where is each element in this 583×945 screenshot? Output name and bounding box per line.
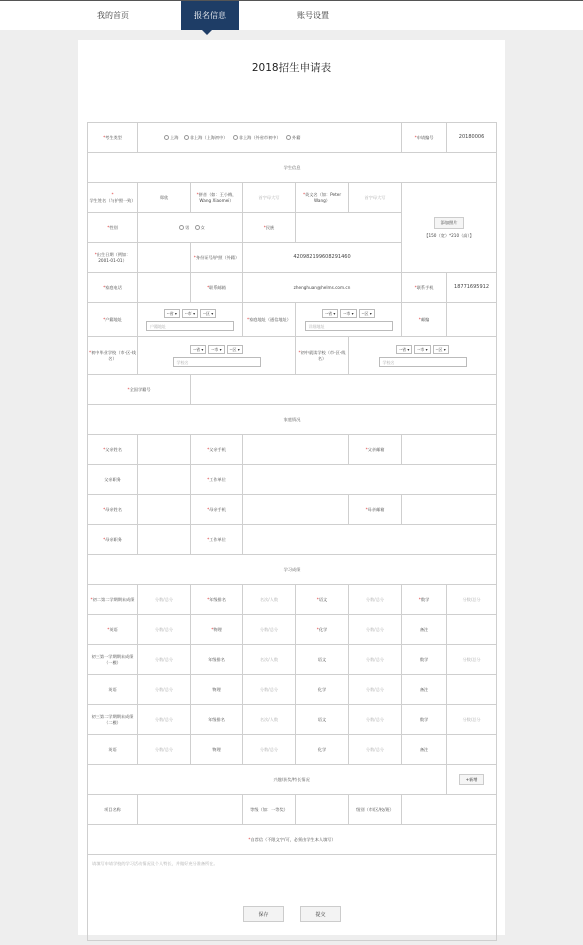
term2-chemistry-label: 化学: [296, 675, 349, 705]
home-address-input[interactable]: 详细地址: [305, 321, 393, 331]
add-activity-cell: [447, 765, 497, 795]
father-job-label: 父亲职务: [88, 465, 138, 495]
term2-chemistry-input[interactable]: 分数/总分: [349, 675, 402, 705]
section-activities: 兴趣/获奖/特长情况: [88, 765, 447, 795]
hukou-fields: [138, 303, 243, 337]
term3-english-label: 英语: [88, 735, 138, 765]
term2-chinese-label: 语文: [296, 645, 349, 675]
term3-physics-label: 物理: [191, 735, 243, 765]
district-select[interactable]: --区 ▾: [200, 309, 216, 318]
term2-english-label: 英语: [88, 675, 138, 705]
mother-job-label: *母亲职务: [88, 525, 138, 555]
nav-home[interactable]: 我的首页: [97, 11, 129, 20]
gender-label: *性别: [88, 213, 138, 243]
mobile-label: *联系手机: [402, 273, 447, 303]
project-name-input[interactable]: [138, 795, 243, 825]
save-button[interactable]: 保存: [243, 906, 284, 922]
term1-notes-label: 备注: [402, 615, 447, 645]
ethnic-input[interactable]: [296, 213, 402, 243]
student-no-label: *全国学籍号: [88, 375, 191, 405]
junior-school-fields: [138, 337, 296, 375]
junior-exam-school-input[interactable]: 学校名: [379, 357, 467, 367]
term1-chemistry-input[interactable]: 分数/总分: [349, 615, 402, 645]
postcode-label: *邮编: [402, 303, 447, 337]
email-label: *联系邮箱: [191, 273, 243, 303]
term3-chemistry-label: 化学: [296, 735, 349, 765]
term3-chemistry-input[interactable]: 分数/总分: [349, 735, 402, 765]
postcode-input[interactable]: [447, 303, 497, 337]
exam-option-label: 上海: [170, 134, 179, 140]
junior-exam-school-fields: [349, 337, 497, 375]
top-navigation: [0, 0, 583, 30]
province-select[interactable]: --省 ▾: [322, 309, 338, 318]
term1-english-label: *英语: [88, 615, 138, 645]
birth-input[interactable]: [138, 243, 191, 273]
radio-icon[interactable]: [184, 135, 189, 140]
province-select[interactable]: --省 ▾: [190, 345, 206, 354]
term2-math-input[interactable]: 分数/总分: [447, 645, 497, 675]
term3-total-input[interactable]: 分数/总分: [138, 705, 191, 735]
app-no-label: *申请编号: [402, 123, 447, 153]
term3-rank-label: 年级排名: [191, 705, 243, 735]
id-value[interactable]: 420982199608291460: [243, 243, 402, 273]
term3-notes-label: 备注: [402, 735, 447, 765]
mobile-value[interactable]: 18771695912: [447, 273, 497, 303]
gender-female-label: 女: [200, 224, 205, 230]
radio-icon[interactable]: [195, 225, 200, 230]
photo-size-hint: 【150（宽）*210（高）】: [424, 232, 474, 238]
pinyin-label: *拼音（如：王小梅，Wang Xiaomei）: [191, 183, 243, 213]
term3-notes-input[interactable]: [447, 735, 497, 765]
self-intro-textarea[interactable]: 请填写申请学校的学习活动情况及个人特长，并做好充分准备所在。: [88, 855, 497, 941]
english-name-input[interactable]: 首字母大写: [349, 183, 402, 213]
home-addr-label: *家庭地址（通信地址）: [243, 303, 296, 337]
student-no-input[interactable]: [191, 375, 497, 405]
photo-cell: [402, 183, 497, 273]
term2-notes-input[interactable]: [447, 675, 497, 705]
term1-label: *初二第二学期期末成绩: [88, 585, 138, 615]
nav-active-caret: [202, 30, 212, 35]
term1-math-label: *数学: [402, 585, 447, 615]
term1-chinese-input[interactable]: 分数/总分: [349, 585, 402, 615]
section-family-info: 家庭情况: [88, 405, 497, 435]
award-scope-input[interactable]: [402, 795, 497, 825]
term2-label: 初三第一学期期末成绩（一模）: [88, 645, 138, 675]
junior-exam-school-label: *初中就读学校（市-区-线名）: [296, 337, 349, 375]
gender-male-label: 男: [185, 224, 190, 230]
term2-rank-label: 年级排名: [191, 645, 243, 675]
district-select[interactable]: --区 ▾: [433, 345, 449, 354]
application-form: [78, 40, 505, 935]
term3-physics-input[interactable]: 分数/总分: [243, 735, 296, 765]
radio-icon[interactable]: [286, 135, 291, 140]
exam-type-label: *考生类型: [88, 123, 138, 153]
term1-math-input[interactable]: 分数/总分: [447, 585, 497, 615]
term2-rank-input[interactable]: 名次/人数: [243, 645, 296, 675]
mother-job-input[interactable]: [138, 525, 191, 555]
term1-total-input[interactable]: 分数/总分: [138, 585, 191, 615]
term1-physics-input[interactable]: 分数/总分: [243, 615, 296, 645]
award-level-label: 等级（如：一等奖）: [243, 795, 296, 825]
district-select[interactable]: --区 ▾: [359, 309, 375, 318]
mother-email-label: *母亲邮箱: [349, 495, 402, 525]
form-grid: [87, 122, 497, 941]
nav-signup-info[interactable]: 报名信息: [181, 1, 239, 30]
city-select[interactable]: --市 ▾: [208, 345, 224, 354]
home-addr-fields: [296, 303, 402, 337]
term1-rank-input[interactable]: 名次/人数: [243, 585, 296, 615]
province-select[interactable]: --省 ▾: [396, 345, 412, 354]
term3-english-input[interactable]: 分数/总分: [138, 735, 191, 765]
term2-notes-label: 备注: [402, 675, 447, 705]
term3-chinese-label: 语文: [296, 705, 349, 735]
project-name-label: 项目名称: [88, 795, 138, 825]
email-value[interactable]: zhenghuan@helms.com.cn: [243, 273, 402, 303]
exam-option-label: 非上海（外省市初中）: [238, 134, 281, 140]
gender-options: [138, 213, 243, 243]
term2-total-input[interactable]: 分数/总分: [138, 645, 191, 675]
father-name-label: *父亲姓名: [88, 435, 138, 465]
mother-phone-label: *母亲手机: [191, 495, 243, 525]
term2-math-label: 数学: [402, 645, 447, 675]
father-email-input[interactable]: [402, 435, 497, 465]
father-job-input[interactable]: [138, 465, 191, 495]
father-phone-label: *父亲手机: [191, 435, 243, 465]
father-name-input[interactable]: [138, 435, 191, 465]
term1-notes-input[interactable]: [447, 615, 497, 645]
nav-account-settings[interactable]: 账号设置: [297, 11, 329, 20]
radio-icon[interactable]: [164, 135, 169, 140]
name-value[interactable]: 郑欣: [138, 183, 191, 213]
english-name-label: *英文名（如：Peter Wang）: [296, 183, 349, 213]
radio-icon[interactable]: [233, 135, 238, 140]
award-scope-label: 级别（市/区/校/班）: [349, 795, 402, 825]
term1-chinese-label: *语文: [296, 585, 349, 615]
city-select[interactable]: --市 ▾: [340, 309, 356, 318]
ethnic-label: *民族: [243, 213, 296, 243]
submit-button[interactable]: 提交: [300, 906, 341, 922]
exam-type-options: [138, 123, 402, 153]
father-phone-input[interactable]: [243, 435, 349, 465]
junior-school-input[interactable]: 学校名: [173, 357, 261, 367]
self-intro-label: *自荐信（不限文字/可，必须由学生本人填写）: [88, 825, 497, 855]
term1-physics-label: *物理: [191, 615, 243, 645]
app-no-value: 20180006: [447, 123, 497, 153]
name-label: *学生姓名（与护照一致）: [88, 183, 138, 213]
exam-option-label: 非上海（上海初中）: [189, 134, 228, 140]
hukou-label: *户籍地址: [88, 303, 138, 337]
mother-name-label: *母亲姓名: [88, 495, 138, 525]
term3-label: 初三第二学期期末成绩（二模）: [88, 705, 138, 735]
hukou-address-input[interactable]: 户籍地址: [146, 321, 234, 331]
mother-phone-input[interactable]: [243, 495, 349, 525]
birth-label: *出生日期（例如：2001-01-01）: [88, 243, 138, 273]
pinyin-input[interactable]: 首字母大写: [243, 183, 296, 213]
home-phone-label: *家庭电话: [88, 273, 138, 303]
father-work-unit-input[interactable]: [243, 465, 497, 495]
mother-name-input[interactable]: [138, 495, 191, 525]
exam-option-label: 外籍: [292, 134, 301, 140]
city-select[interactable]: --市 ▾: [414, 345, 430, 354]
term2-english-input[interactable]: 分数/总分: [138, 675, 191, 705]
district-select[interactable]: --区 ▾: [227, 345, 243, 354]
term1-chemistry-label: *化学: [296, 615, 349, 645]
father-work-unit-label: *工作单位: [191, 465, 243, 495]
term1-english-input[interactable]: 分数/总分: [138, 615, 191, 645]
province-select[interactable]: --省 ▾: [164, 309, 180, 318]
term2-physics-label: 物理: [191, 675, 243, 705]
city-select[interactable]: --市 ▾: [182, 309, 198, 318]
term3-chinese-input[interactable]: 分数/总分: [349, 705, 402, 735]
term3-math-label: 数学: [402, 705, 447, 735]
term3-rank-input[interactable]: 名次/人数: [243, 705, 296, 735]
id-label: *身份证号/护照（外籍）: [191, 243, 243, 273]
term2-chinese-input[interactable]: 分数/总分: [349, 645, 402, 675]
radio-icon[interactable]: [179, 225, 184, 230]
term2-physics-input[interactable]: 分数/总分: [243, 675, 296, 705]
junior-school-label: *初中毕业学校（市-区-线名）: [88, 337, 138, 375]
term1-rank-label: *年级排名: [191, 585, 243, 615]
mother-work-unit-input[interactable]: [243, 525, 497, 555]
add-photo-button[interactable]: 添加照片: [434, 217, 465, 229]
term3-math-input[interactable]: 分数/总分: [447, 705, 497, 735]
mother-work-unit-label: *工作单位: [191, 525, 243, 555]
home-phone-input[interactable]: [138, 273, 191, 303]
section-student-info: 学生信息: [88, 153, 497, 183]
mother-email-input[interactable]: [402, 495, 497, 525]
section-grades: 学习成绩: [88, 555, 497, 585]
add-activity-button[interactable]: +新增: [459, 774, 485, 786]
father-email-label: *父亲邮箱: [349, 435, 402, 465]
form-title: 2018招生申请表: [251, 62, 332, 74]
award-level-input[interactable]: [296, 795, 349, 825]
